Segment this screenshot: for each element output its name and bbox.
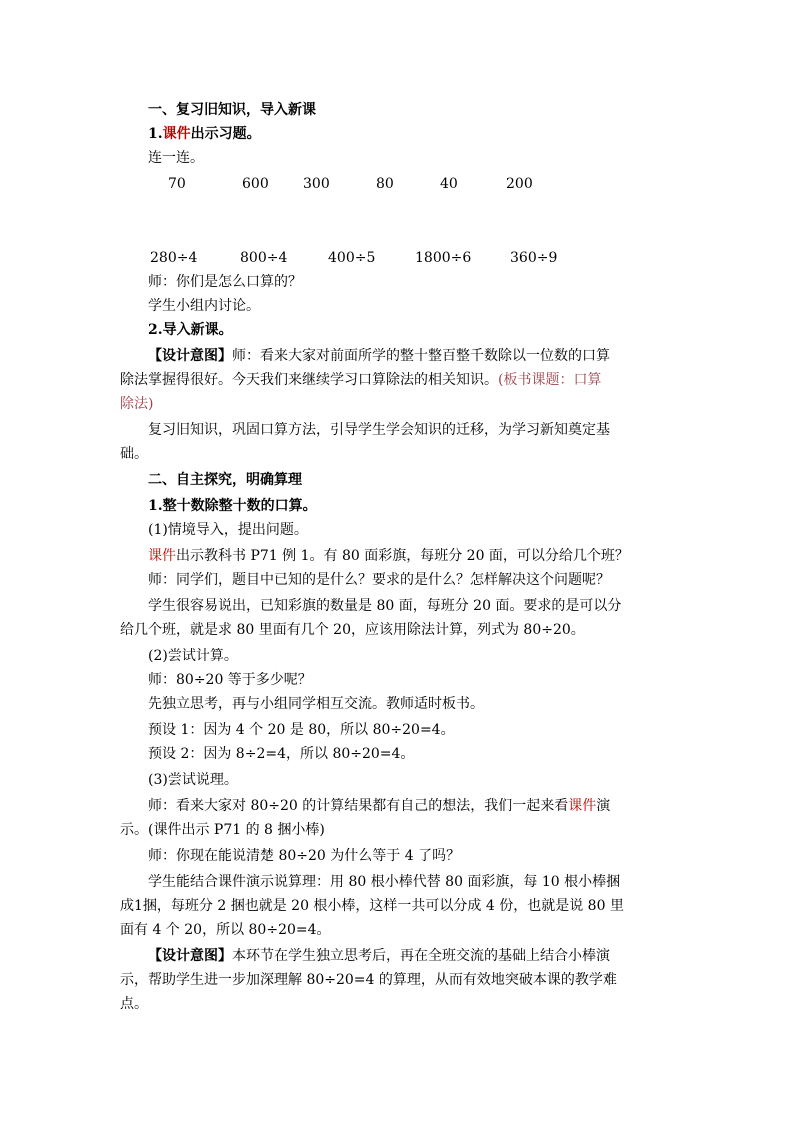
keyword: 课件 [568,798,597,814]
student-discussion: 学生小组内讨论。 [148,298,260,314]
top-number: 70 [168,176,186,192]
section2-heading: 二、自主探究，明确算理 [148,472,302,488]
design-intent-1 [148,346,678,366]
design-tag: 【设计意图】 [148,948,232,964]
design-intent-b1 [148,946,678,966]
top-number: 40 [440,176,458,192]
bottom-expression: 800÷4 [240,250,288,266]
design-intent-2 [120,370,650,390]
bottom-expression: 360÷9 [510,250,558,266]
keyword: 课件 [148,548,176,564]
student-explain-3: 面有 4 个 20，所以 80÷20=4。 [120,922,331,938]
preset-2: 预设 2：因为 8÷2=4，所以 80÷20=4。 [148,746,415,762]
bottom-expression: 400÷5 [328,250,376,266]
board-note-end: 除法) [120,396,154,412]
p1-num: 1. [148,126,163,142]
p1-keyword: 课件 [162,126,191,142]
student-explain-1: 学生能结合课件演示说算理：用 80 根小棒代替 80 面彩旗，每 10 根小棒捆 [148,874,621,890]
teacher-ask: 师：同学们，题目中已知的是什么？要求的是什么？怎样解决这个问题呢？ [148,572,610,588]
step3: (3)尝试说理。 [148,772,238,788]
top-number: 200 [506,176,533,192]
top-number: 600 [242,176,269,192]
top-number-row [120,174,600,194]
think-line: 先独立思考，再与小组同学相互交流。教师适时板书。 [148,696,484,712]
design-text: 本环节在学生独立思考后，再在全班交流的基础上结合小棒演 [232,948,610,964]
example-line [148,546,678,566]
section1-heading: 一、复习旧知识，导入新课 [148,102,316,118]
step2: (2)尝试计算。 [148,648,238,664]
bottom-expression-row [120,248,600,268]
answer-line-2: 给几个班，就是求 80 里面有几个 20，应该用除法计算，列式为 80÷20。 [120,622,585,638]
p1-title [148,124,678,144]
board-note: (板书课题：口算 [498,372,602,388]
bottom-expression: 280÷4 [150,250,198,266]
review-text: 复习旧知识，巩固口算方法，引导学生学会知识的迁移，为学习新知奠定基 [148,422,610,438]
review-text-end: 础。 [120,446,148,462]
p1-rest: 出示习题。 [190,126,261,142]
teacher-3-text: 师：看来大家对 80÷20 的计算结果都有自己的想法，我们一起来看 [148,798,569,814]
design-intent-b3: 点。 [120,996,148,1012]
design-intent-b2: 示，帮助学生进一步加深理解 80÷20=4 的算理，从而有效地突破本课的教学难 [120,972,617,988]
teacher-3-line-1 [148,796,678,816]
design-text: 师：看来大家对前面所学的整十整百整千数除以一位数的口算 [232,348,610,364]
preset-1: 预设 1：因为 4 个 20 是 80，所以 80÷20=4。 [148,722,455,738]
teacher-question: 师：你们是怎么口算的？ [148,274,302,290]
teacher-q2: 师：80÷20 等于多少呢？ [148,672,312,688]
design-tag: 【设计意图】 [148,348,232,364]
teacher-3-line-2: 示。(课件出示 P71 的 8 捆小棒) [120,822,325,838]
bottom-expression: 1800÷6 [415,250,472,266]
teacher-4: 师：你现在能说清楚 80÷20 为什么等于 4 了吗？ [148,848,461,864]
p2-title: 2.导入新课。 [148,322,233,338]
top-number: 80 [376,176,394,192]
example-text: 出示教科书 P71 例 1。有 80 面彩旗，每班分 20 面，可以分给几个班？ [176,548,629,564]
answer-line-1: 学生很容易说出，已知彩旗的数量是 80 面，每班分 20 面。要求的是可以分 [148,598,622,614]
student-explain-2: 成1捆，每班分 2 捆也就是 20 根小棒，这样一共可以分成 4 份，也就是说 80 里 [120,898,624,914]
teacher-3-tail: 演 [596,798,611,814]
connect-label: 连一连。 [148,150,204,166]
design-text: 除法掌握得很好。今天我们来继续学习口算除法的相关知识。 [120,372,498,388]
top-number: 300 [303,176,330,192]
s1-title: 1.整十数除整十数的口算。 [148,498,317,514]
step1: (1)情境导入，提出问题。 [148,522,308,538]
